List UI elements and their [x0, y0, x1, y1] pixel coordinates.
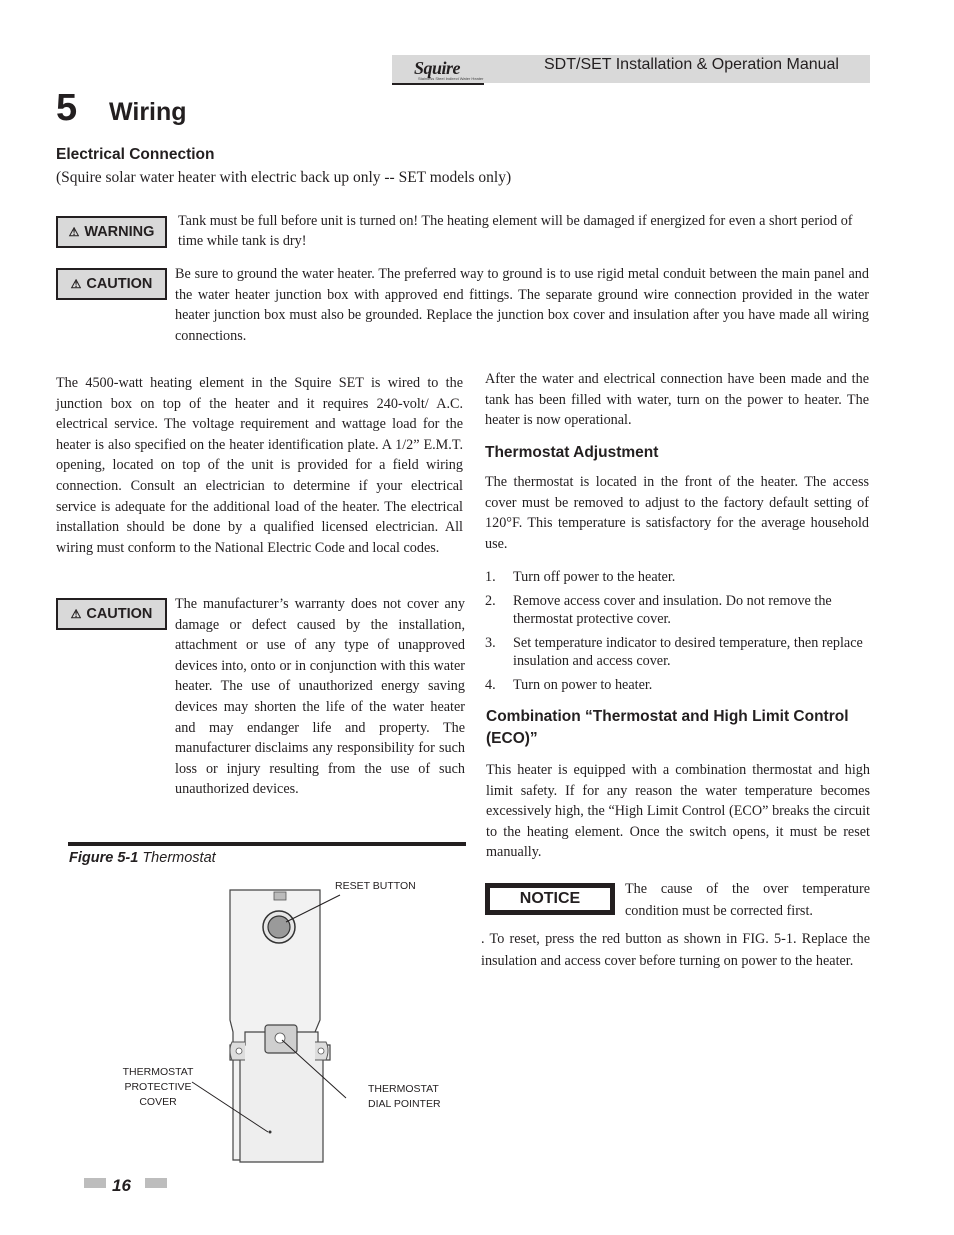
eco-heading: Combination “Thermostat and High Limit Control (ECO)” — [486, 708, 849, 747]
caution-warranty-label: ⚠ CAUTION — [56, 598, 167, 630]
figure-caption: Figure 5-1 Thermostat — [69, 850, 216, 866]
thermostat-illustration — [110, 870, 450, 1170]
header-underline — [392, 83, 484, 85]
thermostat-steps — [485, 568, 870, 700]
manual-title: SDT/SET Installation & Operation Manual — [544, 56, 839, 73]
thermostat-paragraph: The thermostat is located in the front of the heater. The access cover must be removed to adjust to the factory default setting of 120°F. This temperature is satisfactory for the average household use. — [485, 474, 869, 552]
electrical-subtitle: (Squire solar water heater with electric back up only -- SET models only) — [56, 169, 512, 186]
electrical-heading: Electrical Connection — [56, 146, 215, 163]
warning-label: ⚠ WARNING — [56, 216, 167, 248]
page-number: 16 — [112, 1176, 131, 1195]
caution-warranty-text: The manufacturer’s warranty does not cover any damage or defect caused by the installation, attachment or use of any type of unapproved devices into, onto or in conjunction with this water heater. The use of unauthorized energy saving devices may shorten the life of the water heater and may endanger life and property. The manufacturer disclaims any responsibility for such loss or injury resulting from the use of such unauthorized devices. — [175, 596, 465, 798]
heating-element-paragraph: The 4500-watt heating element in the Squire SET is wired to the junction box on top of the heater and it requires 240-volt/ A.C. electrical service. The voltage requirement and wattage load for the heater is also specified on the heater identification plate. A 1/2” E.M.T. opening, located on top of the unit is provided for a field wiring connection. Consult an electrician to determine if your electrical service is adequate for the additional load of the heater. The electrical installation should be done by a qualified licensed electrician. All wiring must conform to the National Electric Code and local codes. — [56, 375, 463, 556]
callout-protective-cover: THERMOSTAT PROTECTIVE COVER — [122, 1066, 194, 1108]
eco-paragraph: This heater is equipped with a combination thermostat and high limit safety. If for any reason the water temperature becomes excessively high, the “High Limit Control (ECO” breaks the circuit to the heating element. Once the switch opens, it must be reset manually. — [486, 762, 870, 861]
chapter-title: Wiring — [109, 98, 187, 126]
caution-icon: ⚠ — [70, 607, 82, 621]
figure-rule — [68, 842, 466, 846]
notice-text: The cause of the over temperature condition must be corrected first. — [625, 881, 870, 919]
page-bar-left — [84, 1178, 106, 1188]
notice-label: NOTICE — [485, 883, 615, 915]
callout-reset-button: RESET BUTTON — [335, 880, 416, 892]
page-bar-right — [145, 1178, 167, 1188]
step-item: 1. Turn off power to the heater. — [485, 569, 676, 585]
callout-dial-pointer: THERMOSTAT DIAL POINTER — [368, 1083, 441, 1110]
step-item: 4. Turn on power to heater. — [485, 676, 653, 693]
caution-ground-text: Be sure to ground the water heater. The preferred way to ground is to use rigid metal conduit between the main panel and the water heater junction box with approved end fittings. The separate ground wire connection provided in the water heater junction box must also be grounded. Replace the junction box cover and insulation after you have made all wiring connections. — [175, 266, 869, 344]
chapter-number: 5 — [56, 87, 78, 129]
warning-icon: ⚠ — [68, 225, 80, 239]
operational-paragraph: After the water and electrical connection have been made and the tank has been filled with water, turn on the power to heater. The heater is now operational. — [485, 371, 869, 429]
step-item: 2. Remove access cover and insulation. Do not remove the thermostat protective cover. — [485, 592, 832, 628]
reset-paragraph: . To reset, press the red button as shown in FIG. 5-1. Replace the insulation and access cover before turning on power to the heater. — [481, 931, 870, 969]
thermostat-heading: Thermostat Adjustment — [485, 444, 659, 461]
caution-label: ⚠ CAUTION — [56, 268, 167, 300]
caution-icon: ⚠ — [70, 277, 82, 291]
squire-logo: Squire Stainless Steel Indirect Water Heater — [414, 58, 484, 81]
step-item: 3. Set temperature indicator to desired temperature, then replace insulation and access cover. — [485, 634, 863, 670]
warning-text: Tank must be full before unit is turned on! The heating element will be damaged if energized for even a short period of time while tank is dry! — [178, 213, 853, 249]
